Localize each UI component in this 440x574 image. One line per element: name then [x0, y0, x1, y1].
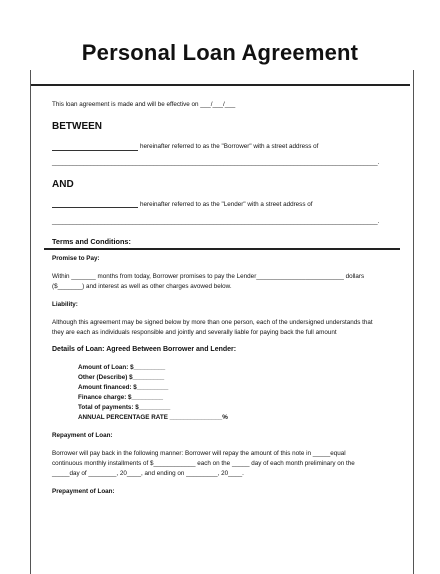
borrower-line: hereinafter referred to as the "Borrower" with a street address of [140, 143, 319, 150]
liability-heading: Liability: [52, 301, 78, 308]
detail-total-payments: Total of payments: $_________ [78, 404, 171, 411]
detail-apr: ANNUAL PERCENTAGE RATE _______________% [78, 414, 228, 421]
terms-divider [44, 248, 400, 250]
detail-amount-financed: Amount financed: $_________ [78, 384, 169, 391]
promise-heading: Promise to Pay: [52, 255, 100, 262]
intro-text: This loan agreement is made and will be effective on ___/___/___ [52, 101, 236, 108]
borrower-name-blank [52, 150, 138, 151]
terms-heading: Terms and Conditions: [52, 237, 131, 246]
repayment-line-3: _____day of ________, 20____, and ending on _________, 20____. [52, 470, 244, 477]
repayment-line-1: Borrower will pay back in the following manner: Borrower will repay the amount of this note in _____equal [52, 450, 346, 457]
lender-address-blank: _____________________________________________________________________________________________. [52, 218, 380, 225]
lender-name-blank [52, 207, 138, 208]
details-heading: Details of Loan: Agreed Between Borrower and Lender: [52, 346, 237, 353]
prepayment-heading: Prepayment of Loan: [52, 488, 115, 495]
detail-amount-of-loan: Amount of Loan: $_________ [78, 364, 166, 371]
promise-line-1: Within _______ months from today, Borrower promises to pay the Lender_________________________ dollars [52, 273, 365, 280]
liability-line-1: Although this agreement may be signed below by more than one person, each of the undersigned understands that [52, 319, 373, 326]
detail-other: Other (Describe) $_________ [78, 374, 165, 381]
liability-line-2: they are each as individuals responsible and jointly and severally liable for paying back the full amount [52, 329, 337, 336]
borrower-address-blank: _____________________________________________________________________________________________. [52, 159, 380, 166]
and-heading: AND [52, 179, 74, 190]
detail-finance-charge: Finance charge: $_________ [78, 394, 164, 401]
repayment-heading: Repayment of Loan: [52, 432, 113, 439]
promise-line-2: ($_______) and interest as well as other charges avowed below. [52, 283, 232, 290]
repayment-line-2: continuous monthly installments of $____________ each on the _____ day of each month preliminary on the [52, 460, 355, 467]
lender-line: hereinafter referred to as the "Lender" with a street address of [140, 201, 313, 208]
between-heading: BETWEEN [52, 121, 102, 132]
page-title: Personal Loan Agreement [81, 40, 359, 65]
